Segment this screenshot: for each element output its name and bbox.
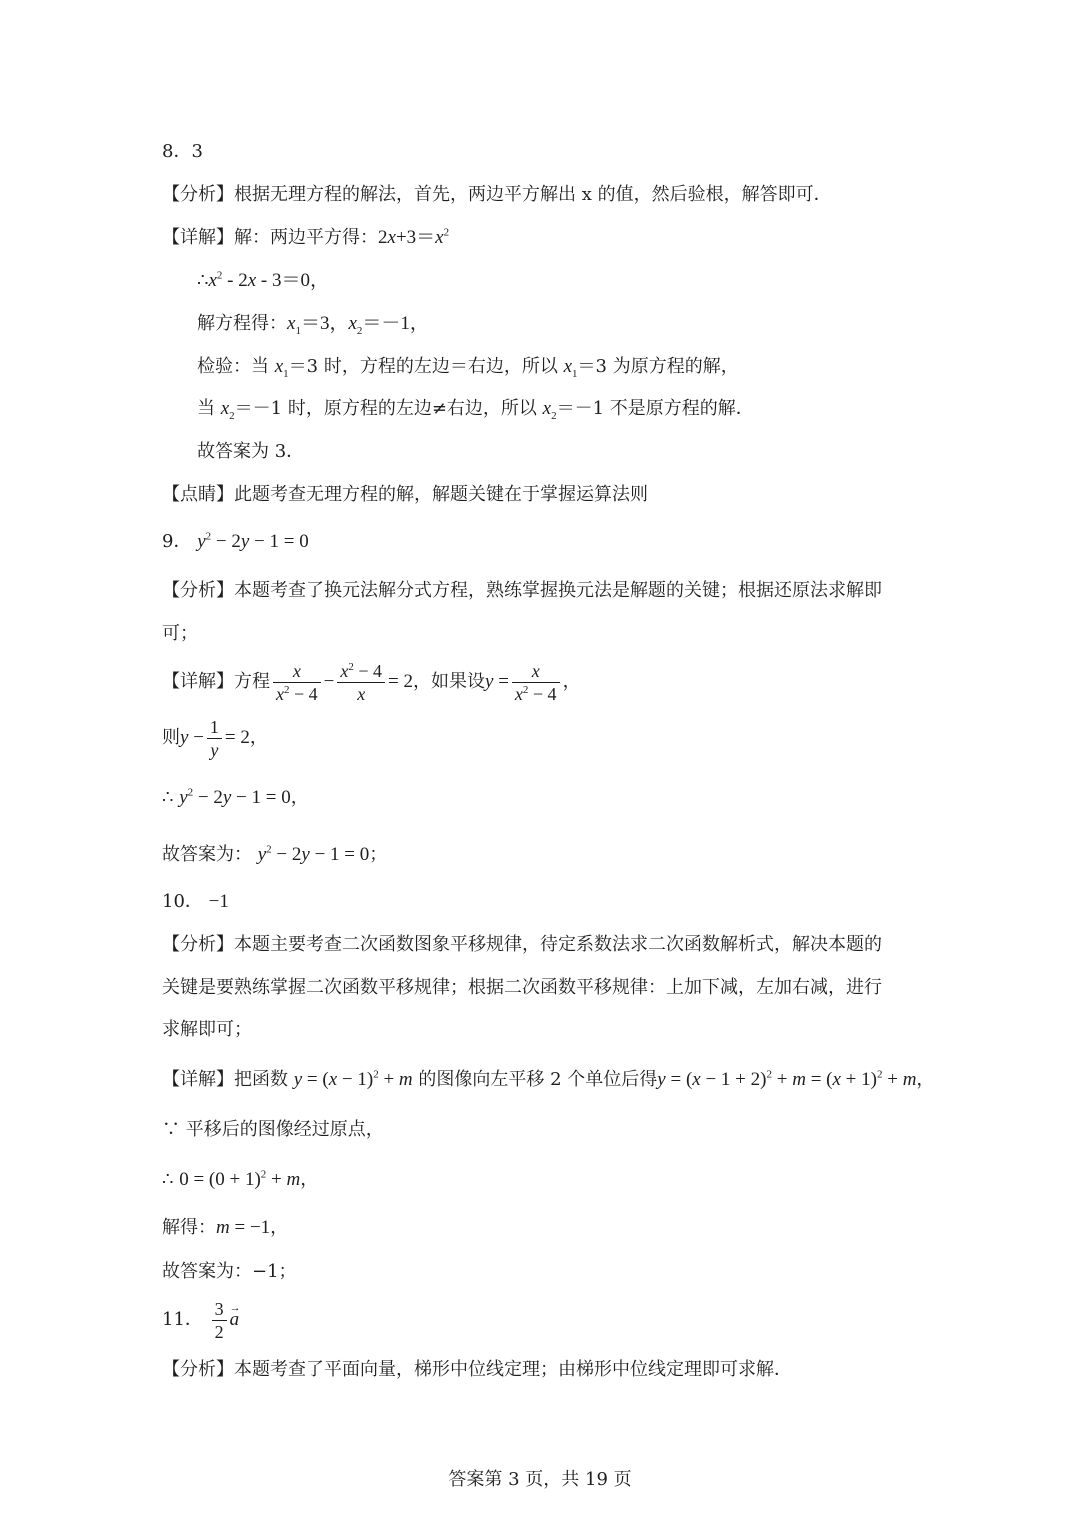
q8-detail: 【详解】解：两边平方得：$2x+3=x^2$ bbox=[162, 226, 450, 248]
q11-analysis: 【分析】本题考查了平面向量，梯形中位线定理；由梯形中位线定理即可求解． bbox=[162, 1359, 792, 1380]
q9-fraction-4: $\frac{1}{y}$ bbox=[207, 717, 222, 760]
q8-number: 8．3 bbox=[162, 141, 203, 162]
q10-because: ∵ 平移后的图像经过原点， bbox=[162, 1119, 384, 1140]
q8-step2: 解方程得：$x_1=3$，$x_2=-1$， bbox=[197, 313, 429, 337]
q9-fraction-2: $\frac{x^2 - 4}{x}$ bbox=[337, 661, 385, 704]
q11-number: 11． $\frac{3}{2}$ → a bbox=[162, 1298, 239, 1342]
q8-conclusion: 故答案为 3． bbox=[197, 441, 305, 462]
q10-analysis-1: 【分析】本题主要考查二次函数图象平移规律，待定系数法求二次函数解析式，解决本题的 bbox=[162, 934, 882, 955]
q9-therefore: ∴ $y^2 - 2y - 1 = 0$， bbox=[162, 786, 309, 808]
q9-fraction-1: $\frac{x}{x^2 - 4}$ bbox=[273, 661, 321, 704]
q10-detail: 【详解】把函数 $y = (x - 1)^2 + m$ 的图像向左平移 2 个单位后得$y = (x - 1 + 2)^2 + m = (x + 1)^2 + m$， bbox=[162, 1068, 935, 1090]
q8-equation: $2x+3=x^2$ bbox=[378, 226, 450, 248]
q9-detail: 【详解】方程 $\frac{x}{x^2 - 4}$ − $\frac{x^2 - 4}{x}$ = 2，如果设y = $\frac{x}{x^2 - 4}$ ， bbox=[162, 660, 581, 704]
q8-check1: 检验：当 $x_1=3$ 时，方程的左边＝右边，所以 $x_1=3$ 为原方程的解， bbox=[197, 356, 739, 380]
q10-therefore: ∴ $0 = (0 + 1)^2 + m$， bbox=[162, 1168, 319, 1190]
q9-then: 则y − $\frac{1}{y}$ = 2， bbox=[162, 716, 268, 760]
q9-number: 9． $y^2 - 2y - 1 = 0$ bbox=[162, 530, 309, 552]
q8-step1: $\therefore x^2 - 2x - 3=0$， bbox=[197, 269, 329, 291]
q10-analysis-3: 求解即可； bbox=[162, 1019, 252, 1040]
q11-vector-a: → a bbox=[230, 1298, 240, 1342]
q9-conclusion: 故答案为： $y^2 - 2y - 1 = 0$； bbox=[162, 843, 388, 865]
q10-solve: 解得：m = −1， bbox=[162, 1217, 289, 1238]
q9-analysis-1: 【分析】本题考查了换元法解分式方程，熟练掌握换元法是解题的关键；根据还原法求解即 bbox=[162, 580, 882, 601]
page-footer: 答案第 3 页，共 19 页 bbox=[448, 1469, 632, 1490]
q11-fraction: $\frac{3}{2}$ bbox=[212, 1299, 227, 1342]
q10-number: 10． −1 bbox=[162, 891, 229, 912]
q9-answer-eq: $y^2 - 2y - 1 = 0$ bbox=[197, 530, 309, 552]
q9-analysis-2: 可； bbox=[162, 623, 198, 644]
q8-comment: 【点睛】此题考查无理方程的解，解题关键在于掌握运算法则 bbox=[162, 484, 648, 505]
q10-analysis-2: 关键是要熟练掌握二次函数平移规律；根据二次函数平移规律：上加下减，左加右减，进行 bbox=[162, 977, 882, 998]
q8-analysis: 【分析】根据无理方程的解法，首先，两边平方解出 x 的值，然后验根，解答即可． bbox=[162, 184, 832, 205]
q9-fraction-3: $\frac{x}{x^2 - 4}$ bbox=[512, 661, 560, 704]
q10-conclusion: 故答案为：−1； bbox=[162, 1261, 297, 1282]
q8-check2: 当 $x_2=-1$ 时，原方程的左边≠右边，所以 $x_2=-1$ 不是原方程的解． bbox=[197, 398, 754, 422]
